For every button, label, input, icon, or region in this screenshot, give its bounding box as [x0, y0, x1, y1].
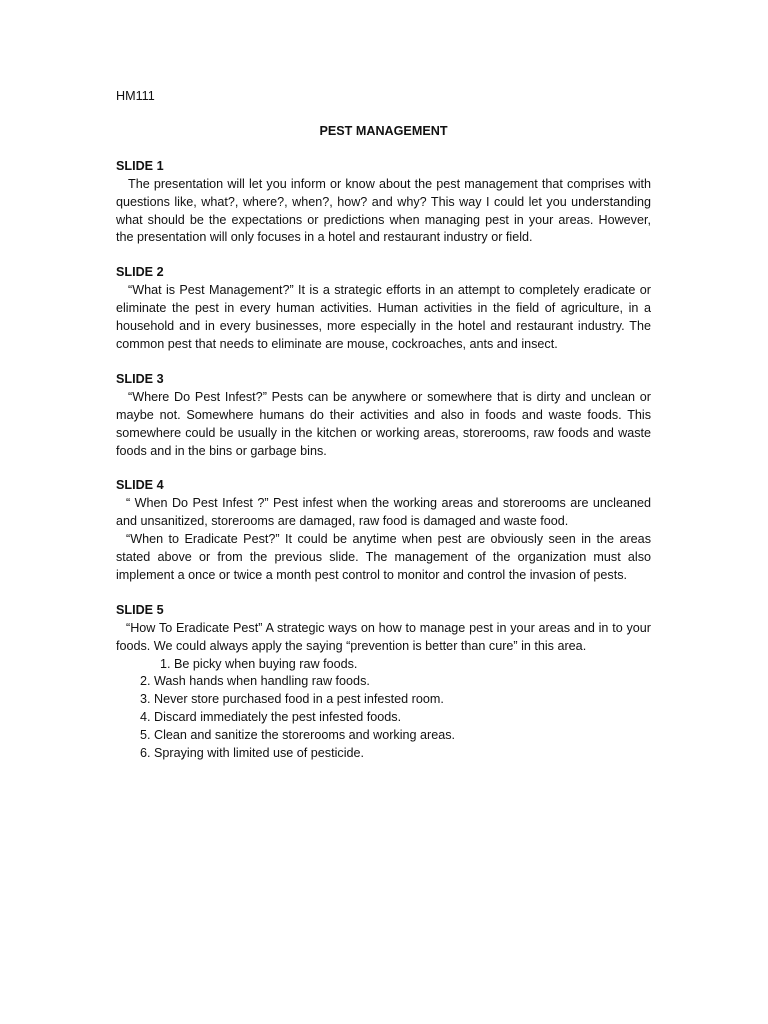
slide-heading: SLIDE 2	[116, 265, 164, 280]
list-item: 3. Never store purchased food in a pest infested room.	[140, 692, 444, 707]
slide-paragraph: “How To Eradicate Pest” A strategic ways on how to manage pest in your areas and in to your foods. We could always apply the saying “prevention is better than cure” in this area.	[116, 620, 651, 653]
prevention-list	[116, 656, 651, 763]
list-item: 5. Clean and sanitize the storerooms and working areas.	[140, 728, 456, 743]
list-item: 1. Be picky when buying raw foods.	[160, 656, 358, 671]
slide-paragraph: “When to Eradicate Pest?” It could be anytime when pest are obviously seen in the areas stated above or from the previous slide. The management of the organization must also implement a once or twice a month pest control to monitor and control the invasion of pests.	[116, 532, 651, 582]
slide-2-section	[116, 264, 651, 354]
slide-heading: SLIDE 1	[116, 158, 164, 173]
list-item: 2. Wash hands when handling raw foods.	[140, 674, 370, 689]
course-code: HM111	[116, 89, 155, 103]
slide-1-section	[116, 158, 651, 248]
document-page	[116, 88, 651, 763]
slide-heading: SLIDE 5	[116, 602, 164, 617]
slide-3-section	[116, 371, 651, 461]
slide-4-section	[116, 477, 651, 584]
slide-paragraph: “Where Do Pest Infest?” Pests can be anywhere or somewhere that is dirty and unclean or maybe not. Somewhere humans do their activities and also in foods and waste foods. This somewhere could be usually in the kitchen or working areas, storerooms, raw foods and waste foods and in the bins or garbage bins.	[116, 389, 651, 458]
list-item: 6. Spraying with limited use of pesticide.	[140, 746, 365, 761]
slide-paragraph: “What is Pest Management?” It is a strategic efforts in an attempt to completely eradicate or eliminate the pest in every human activities. Human activities in the field of agriculture, in a household and in every businesses, more especially in the hotel and restaurant industry. The common pest that needs to eliminate are mouse, cockroaches, ants and insect.	[116, 283, 651, 351]
slide-paragraph: The presentation will let you inform or know about the pest management that comprises with questions like, what?, where?, when?, how? and why? This way I could let you understanding what should be the expectations or predictions when managing pest in your areas. However, the presentation will only focuses in a hotel and restaurant industry or field.	[116, 176, 651, 245]
document-title: PEST MANAGEMENT	[319, 123, 448, 138]
slide-heading: SLIDE 3	[116, 371, 164, 386]
slide-heading: SLIDE 4	[116, 478, 164, 493]
list-item: 4. Discard immediately the pest infested foods.	[140, 710, 402, 725]
slide-5-section	[116, 602, 651, 763]
slide-paragraph: “ When Do Pest Infest ?” Pest infest when the working areas and storerooms are uncleaned and unsanitized, storerooms are damaged, raw food is damaged and waste food.	[116, 496, 651, 529]
